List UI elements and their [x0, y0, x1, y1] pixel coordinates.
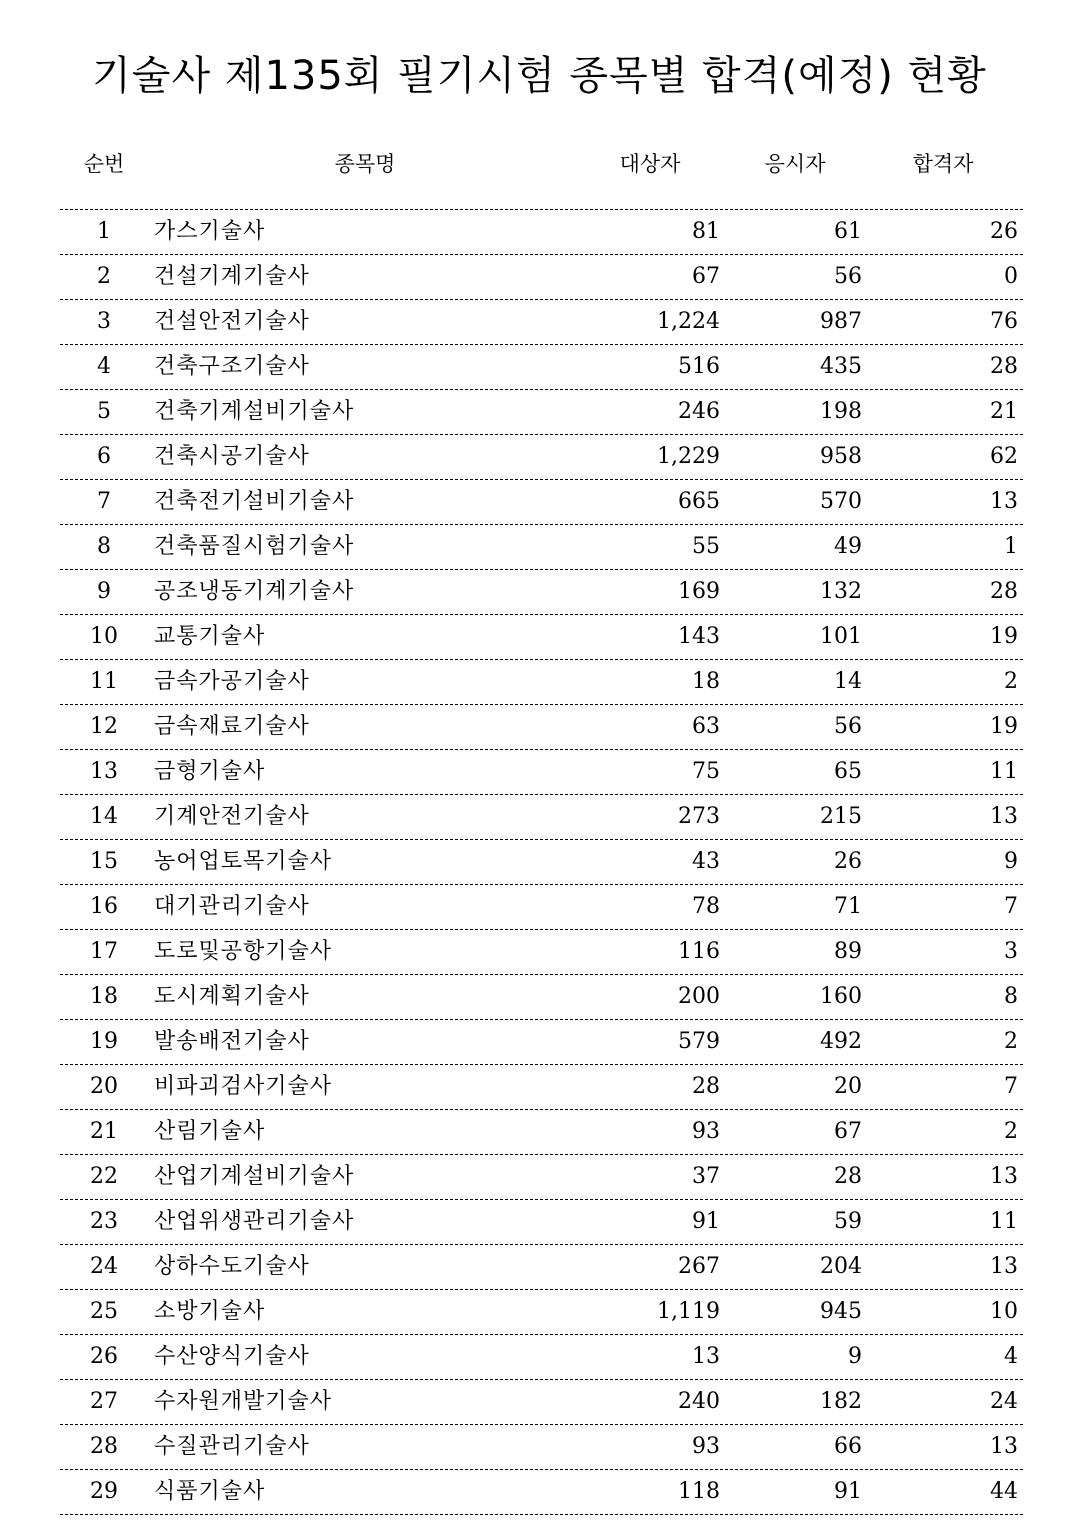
row-number: 12: [90, 714, 118, 739]
exam-name: 비파괴검사기술사: [154, 1074, 333, 1099]
applicant-count: 59: [834, 1209, 862, 1234]
target-count: 267: [678, 1254, 720, 1279]
applicant-count: 215: [820, 804, 862, 829]
target-count: 63: [692, 714, 720, 739]
exam-name: 건축시공기술사: [154, 444, 310, 469]
table-row: [60, 1110, 1023, 1155]
target-count: 91: [692, 1209, 720, 1234]
pass-count: 19: [990, 714, 1018, 739]
applicant-count: 26: [834, 849, 862, 874]
applicant-count: 987: [820, 309, 862, 334]
results-table: [60, 209, 1023, 1515]
row-number: 24: [90, 1254, 118, 1279]
pass-count: 62: [990, 444, 1018, 469]
pass-count: 2: [1004, 1119, 1018, 1144]
row-number: 16: [90, 894, 118, 919]
row-number: 25: [90, 1299, 118, 1324]
applicant-count: 56: [834, 714, 862, 739]
applicant-count: 101: [820, 624, 862, 649]
exam-name: 식품기술사: [154, 1479, 266, 1504]
exam-name: 도시계획기술사: [154, 984, 310, 1009]
target-count: 665: [678, 489, 720, 514]
row-number: 3: [97, 309, 111, 334]
target-count: 116: [678, 939, 720, 964]
target-count: 67: [692, 264, 720, 289]
target-count: 75: [692, 759, 720, 784]
target-count: 1,229: [657, 444, 720, 469]
target-count: 246: [678, 399, 720, 424]
row-number: 8: [97, 534, 111, 559]
table-row: [60, 1020, 1023, 1065]
pass-count: 28: [990, 354, 1018, 379]
target-count: 37: [692, 1164, 720, 1189]
table-row: [60, 255, 1023, 300]
target-count: 516: [678, 354, 720, 379]
exam-name: 산업위생관리기술사: [154, 1209, 355, 1234]
table-row: [60, 1200, 1023, 1245]
table-row: [60, 525, 1023, 570]
target-count: 28: [692, 1074, 720, 1099]
pass-count: 3: [1004, 939, 1018, 964]
row-number: 27: [90, 1389, 118, 1414]
exam-name: 소방기술사: [154, 1299, 266, 1324]
column-header-target: 대상자: [619, 152, 681, 176]
row-number: 9: [97, 579, 111, 604]
applicant-count: 20: [834, 1074, 862, 1099]
exam-name: 수자원개발기술사: [154, 1389, 333, 1414]
table-row: [60, 975, 1023, 1020]
target-count: 579: [678, 1029, 720, 1054]
pass-count: 13: [990, 489, 1018, 514]
table-row: [60, 480, 1023, 525]
applicant-count: 198: [820, 399, 862, 424]
exam-name: 산림기술사: [154, 1119, 266, 1144]
pass-count: 7: [1004, 894, 1018, 919]
exam-name: 교통기술사: [154, 624, 266, 649]
row-number: 18: [90, 984, 118, 1009]
applicant-count: 89: [834, 939, 862, 964]
pass-count: 44: [990, 1479, 1018, 1504]
table-row: [60, 930, 1023, 975]
table-row: [60, 1065, 1023, 1110]
row-number: 4: [97, 354, 111, 379]
row-number: 13: [90, 759, 118, 784]
applicant-count: 182: [820, 1389, 862, 1414]
pass-count: 10: [990, 1299, 1018, 1324]
row-number: 22: [90, 1164, 118, 1189]
row-number: 11: [90, 669, 118, 694]
table-header: [0, 148, 1079, 178]
table-row: [60, 1290, 1023, 1335]
exam-name: 건축구조기술사: [154, 354, 310, 379]
exam-name: 산업기계설비기술사: [154, 1164, 355, 1189]
target-count: 93: [692, 1119, 720, 1144]
applicant-count: 160: [820, 984, 862, 1009]
exam-name: 도로및공항기술사: [154, 939, 333, 964]
table-row: [60, 615, 1023, 660]
row-number: 21: [90, 1119, 118, 1144]
exam-name: 수산양식기술사: [154, 1344, 310, 1369]
row-number: 20: [90, 1074, 118, 1099]
pass-count: 21: [990, 399, 1018, 424]
row-number: 6: [97, 444, 111, 469]
pass-count: 13: [990, 1434, 1018, 1459]
applicant-count: 91: [834, 1479, 862, 1504]
applicant-count: 945: [820, 1299, 862, 1324]
table-row: [60, 1335, 1023, 1380]
row-number: 1: [97, 219, 111, 244]
row-number: 10: [90, 624, 118, 649]
applicant-count: 492: [820, 1029, 862, 1054]
row-number: 14: [90, 804, 118, 829]
exam-name: 농어업토목기술사: [154, 849, 333, 874]
applicant-count: 49: [834, 534, 862, 559]
exam-name: 대기관리기술사: [154, 894, 310, 919]
table-row: [60, 750, 1023, 795]
pass-count: 2: [1004, 1029, 1018, 1054]
target-count: 43: [692, 849, 720, 874]
target-count: 118: [678, 1479, 720, 1504]
applicant-count: 9: [848, 1344, 862, 1369]
pass-count: 1: [1004, 534, 1018, 559]
applicant-count: 67: [834, 1119, 862, 1144]
pass-count: 7: [1004, 1074, 1018, 1099]
table-row: [60, 1425, 1023, 1470]
table-row: [60, 300, 1023, 345]
pass-count: 8: [1004, 984, 1018, 1009]
table-row: [60, 885, 1023, 930]
pass-count: 19: [990, 624, 1018, 649]
pass-count: 2: [1004, 669, 1018, 694]
target-count: 18: [692, 669, 720, 694]
exam-name: 상하수도기술사: [154, 1254, 310, 1279]
pass-count: 13: [990, 1254, 1018, 1279]
applicant-count: 61: [834, 219, 862, 244]
pass-count: 26: [990, 219, 1018, 244]
row-number: 29: [90, 1479, 118, 1504]
exam-name: 수질관리기술사: [154, 1434, 310, 1459]
target-count: 143: [678, 624, 720, 649]
row-number: 2: [97, 264, 111, 289]
exam-name: 금속재료기술사: [154, 714, 310, 739]
applicant-count: 435: [820, 354, 862, 379]
column-header-pass: 합격자: [912, 152, 974, 176]
exam-name: 가스기술사: [154, 219, 266, 244]
column-header-applicant: 응시자: [764, 152, 826, 176]
row-number: 28: [90, 1434, 118, 1459]
target-count: 1,224: [657, 309, 720, 334]
exam-name: 건설기계기술사: [154, 264, 310, 289]
exam-name: 건축기계설비기술사: [154, 399, 355, 424]
row-number: 23: [90, 1209, 118, 1234]
table-row: [60, 1245, 1023, 1290]
target-count: 13: [692, 1344, 720, 1369]
target-count: 81: [692, 219, 720, 244]
table-row: [60, 660, 1023, 705]
pass-count: 4: [1004, 1344, 1018, 1369]
pass-count: 11: [990, 759, 1018, 784]
exam-name: 건설안전기술사: [154, 309, 310, 334]
row-number: 26: [90, 1344, 118, 1369]
row-number: 5: [97, 399, 111, 424]
applicant-count: 132: [820, 579, 862, 604]
table-row: [60, 840, 1023, 885]
exam-name: 발송배전기술사: [154, 1029, 310, 1054]
exam-name: 기계안전기술사: [154, 804, 310, 829]
exam-name: 공조냉동기계기술사: [154, 579, 355, 604]
column-header-num: 순번: [83, 152, 125, 176]
exam-name: 금속가공기술사: [154, 669, 310, 694]
pass-count: 28: [990, 579, 1018, 604]
target-count: 273: [678, 804, 720, 829]
table-row: [60, 210, 1023, 255]
page-title: 기술사 제135회 필기시험 종목별 합격(예정) 현황: [92, 53, 987, 99]
row-number: 15: [90, 849, 118, 874]
applicant-count: 14: [834, 669, 862, 694]
table-row: [60, 1380, 1023, 1425]
table-row: [60, 435, 1023, 480]
exam-name: 금형기술사: [154, 759, 266, 784]
applicant-count: 570: [820, 489, 862, 514]
target-count: 93: [692, 1434, 720, 1459]
table-row: [60, 1470, 1023, 1515]
pass-count: 9: [1004, 849, 1018, 874]
applicant-count: 66: [834, 1434, 862, 1459]
target-count: 240: [678, 1389, 720, 1414]
target-count: 78: [692, 894, 720, 919]
applicant-count: 65: [834, 759, 862, 784]
pass-count: 24: [990, 1389, 1018, 1414]
row-number: 17: [90, 939, 118, 964]
target-count: 169: [678, 579, 720, 604]
table-row: [60, 705, 1023, 750]
target-count: 55: [692, 534, 720, 559]
exam-name: 건축품질시험기술사: [154, 534, 355, 559]
target-count: 200: [678, 984, 720, 1009]
table-row: [60, 345, 1023, 390]
pass-count: 76: [990, 309, 1018, 334]
table-row: [60, 795, 1023, 840]
table-row: [60, 1155, 1023, 1200]
row-number: 7: [97, 489, 111, 514]
applicant-count: 958: [820, 444, 862, 469]
applicant-count: 71: [834, 894, 862, 919]
applicant-count: 28: [834, 1164, 862, 1189]
pass-count: 13: [990, 804, 1018, 829]
table-row: [60, 570, 1023, 615]
pass-count: 11: [990, 1209, 1018, 1234]
pass-count: 0: [1004, 264, 1018, 289]
table-row: [60, 390, 1023, 435]
row-number: 19: [90, 1029, 118, 1054]
applicant-count: 204: [820, 1254, 862, 1279]
exam-name: 건축전기설비기술사: [154, 489, 355, 514]
target-count: 1,119: [657, 1299, 720, 1324]
applicant-count: 56: [834, 264, 862, 289]
pass-count: 13: [990, 1164, 1018, 1189]
column-header-name: 종목명: [334, 152, 396, 176]
